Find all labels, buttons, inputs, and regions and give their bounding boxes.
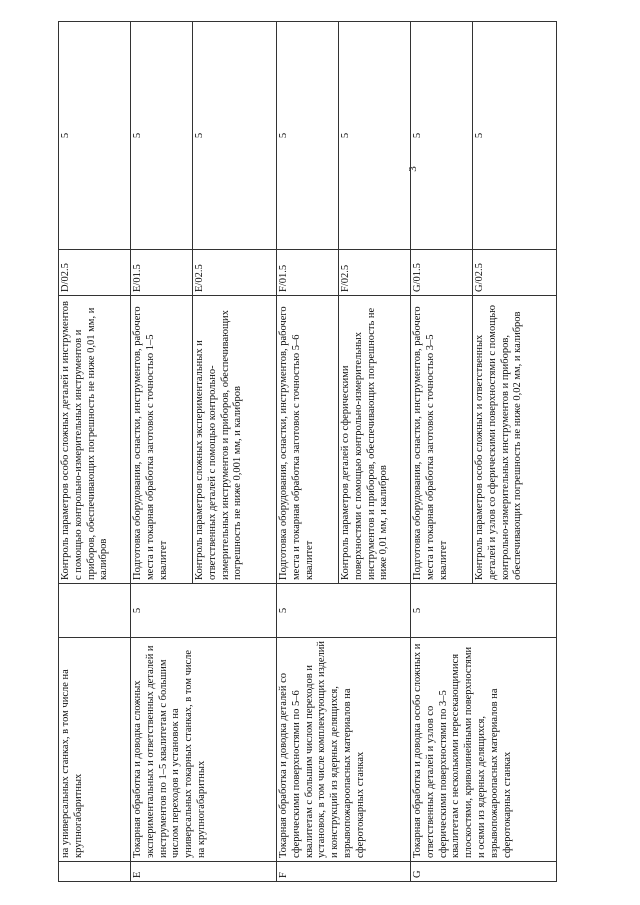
table-row-E-1 [131,22,193,882]
labor-function-name: Контроль параметров сложных экспериментальных и ответственных деталей с помощью контрольно-измерительных инструментов и приборов, обеспечивающих погрешность не ниже 0,001 мм, и калибров [193,296,277,584]
labor-function-name: Контроль параметров деталей со сферическими поверхностями с помощью контрольно-измерительных инструментов и приборов, обеспечивающих погрешность не ниже 0,01 мм, и калибров [339,296,411,584]
generalized-function-name: Токарная обработка и доводка сложных экспериментальных и ответственных деталей и инструментов по 1–5 квалитетам с большим числом переходов и установок на универсальных токарных станках, в том числе на крупногабаритных [131,638,277,862]
table-row-F-1 [277,22,339,882]
labor-function-code: F/01.5 [277,250,339,296]
functions-table [58,21,557,882]
labor-function-level: 5 [411,22,473,250]
labor-function-name: Подготовка оборудования, оснастки, инструментов, рабочего места и токарная обработка заготовок с точностью 5–6 квалитет [277,296,339,584]
labor-function-level: 5 [277,22,339,250]
qualification-level: 5 [411,584,557,638]
generalized-function-code: G [411,862,557,882]
page-number: 3 [406,166,419,172]
qualification-level: 5 [131,584,277,638]
labor-function-code: G/01.5 [411,250,473,296]
labor-function-name: Подготовка оборудования, оснастки, инструментов, рабочего места и токарная обработка заготовок с точностью 3–5 квалитет [411,296,473,584]
labor-function-code: D/02.5 [59,250,131,296]
labor-function-code: E/01.5 [131,250,193,296]
labor-function-level: 5 [59,22,131,250]
table-row-G-1 [411,22,473,882]
generalized-function-code: F [277,862,411,882]
labor-function-name: Подготовка оборудования, оснастки, инструментов, рабочего места и токарная обработка заготовок с точностью 1–5 квалитет [131,296,193,584]
code-cell-empty [59,862,131,882]
generalized-function-code: E [131,862,277,882]
labor-function-name: Контроль параметров особо сложных деталей и инструментов с помощью контрольно-измерительных инструментов и приборов, обеспечивающих погрешность не ниже 0,01 мм, и калибров [59,296,131,584]
generalized-function-name: Токарная обработка и доводка особо сложных и ответственных деталей и узлов со сферическими поверхностями по 3–5 квалитетам с несколькими пересекающимися плоскостями, криволинейными поверхностями и осями из ядерных делящихся, взрывопожароопасных материалов на сферотокарных станках [411,638,557,862]
labor-function-code: G/02.5 [473,250,557,296]
rotated-page [58,22,526,882]
qualification-level: 5 [277,584,411,638]
labor-function-level: 5 [193,22,277,250]
labor-function-level: 5 [473,22,557,250]
labor-function-level: 5 [339,22,411,250]
table-row-continuation [59,22,131,882]
labor-function-code: E/02.5 [193,250,277,296]
labor-function-name: Контроль параметров особо сложных и ответственных деталей и узлов со сферическими поверхностями с помощью контрольно-измерительных инструментов и приборов, обеспечивающих погрешность не ниже 0,02 мм, и калибров [473,296,557,584]
generalized-function-name: Токарная обработка и доводка деталей со сферическими поверхностями по 5–6 квалитетам с большим числом переходов и установок, в том числе комплектующих изделий и конструкций из ядерных делящихся, взрывопожароопасных материалов на сферотокарных станках [277,638,411,862]
generalized-function-name: на универсальных станках, в том числе на крупногабаритных [59,638,131,862]
labor-function-level: 5 [131,22,193,250]
level-cell-empty [59,584,131,638]
labor-function-code: F/02.5 [339,250,411,296]
